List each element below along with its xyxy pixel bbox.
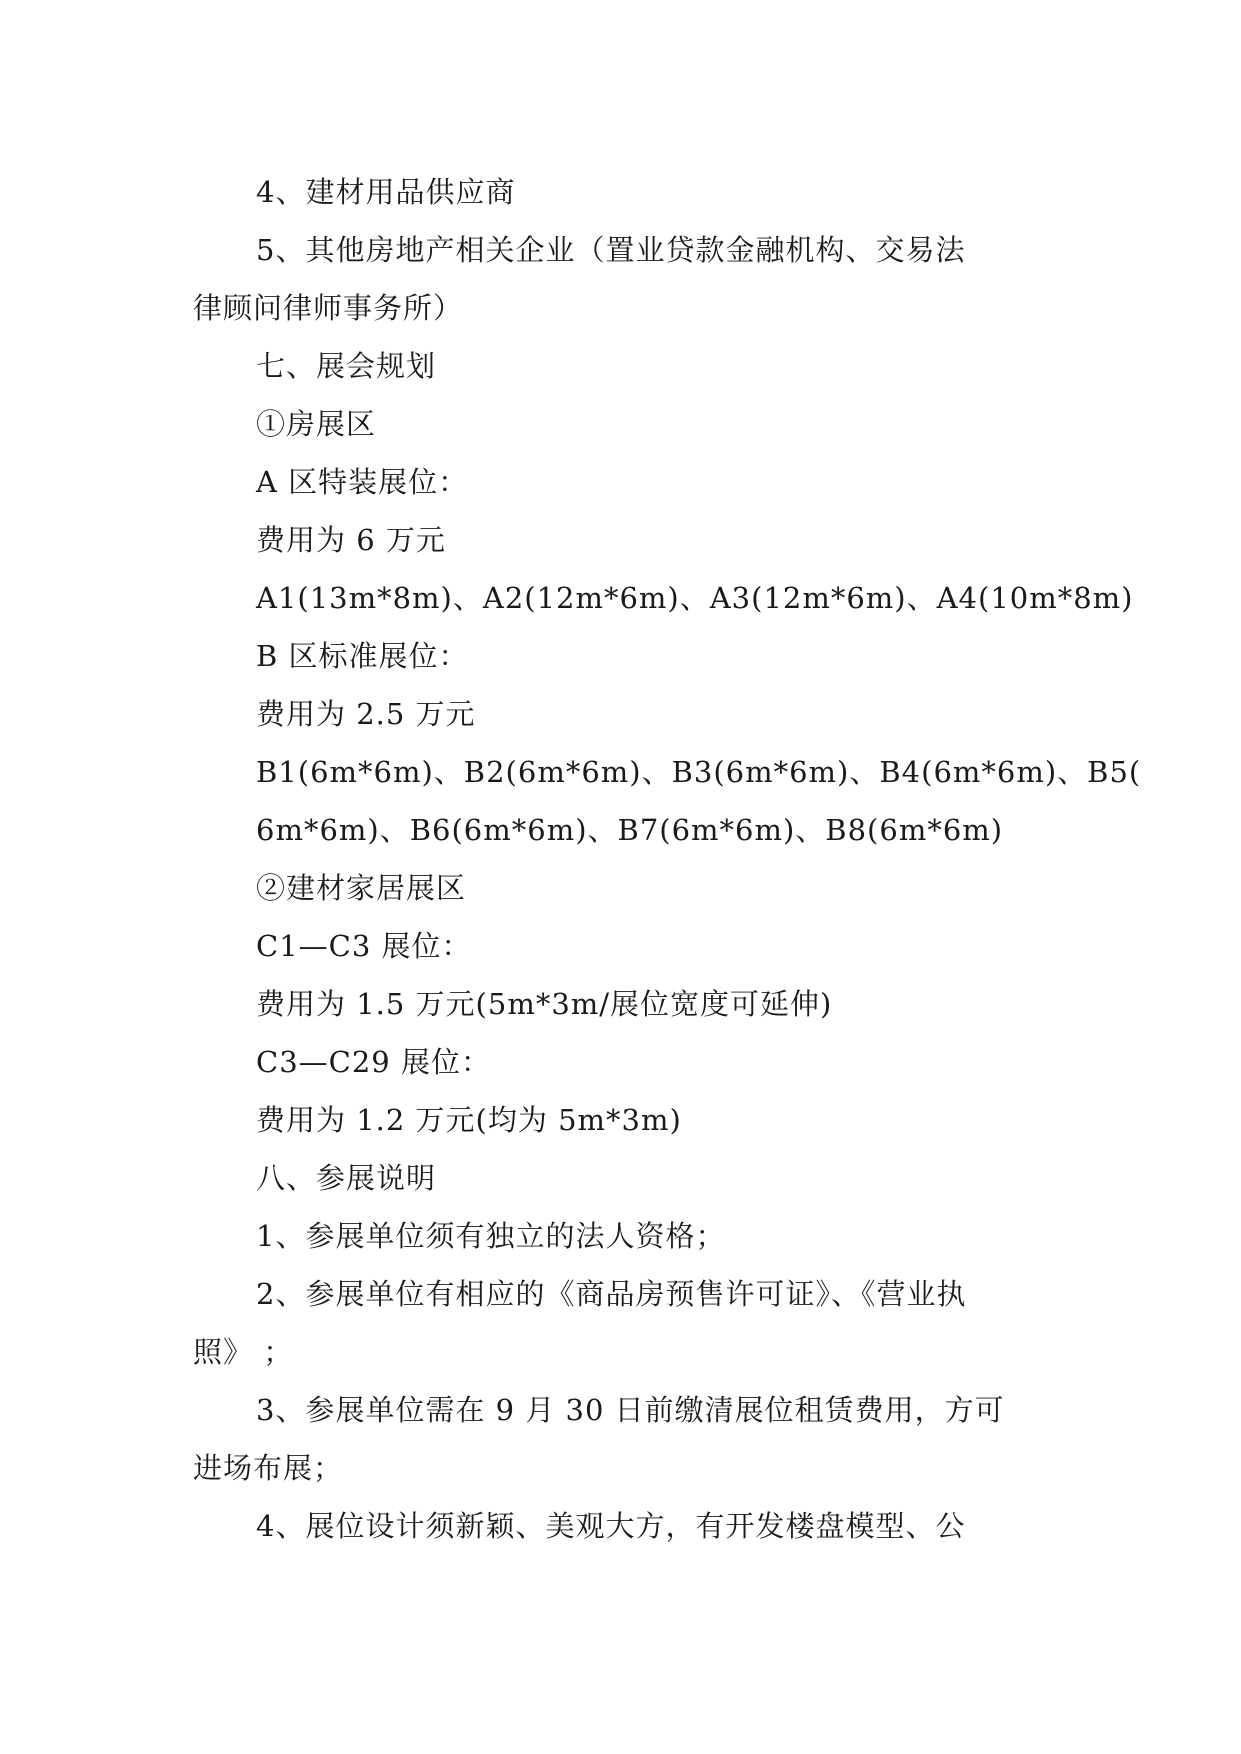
subheading-building-materials-zone: ②建材家居展区 bbox=[256, 871, 467, 905]
zone-b-fee: 费用为 2.5 万元 bbox=[256, 697, 476, 731]
zone-c1-c3-title: C1—C3 展位： bbox=[256, 929, 472, 963]
zone-c3-c29-fee: 费用为 1.2 万元(均为 5m*3m) bbox=[256, 1103, 682, 1137]
zone-a-title: A 区特装展位： bbox=[256, 465, 469, 499]
zone-b-booths: B1(6m*6m)、B2(6m*6m)、B3(6m*6m)、B4(6m*6m)、B5( bbox=[256, 755, 1142, 789]
document-body bbox=[193, 163, 1142, 1555]
rule-1: 1、参展单位须有独立的法人资格； bbox=[256, 1219, 726, 1253]
rule-4: 4、展位设计须新颖、美观大方，有开发楼盘模型、公 bbox=[256, 1509, 966, 1543]
subheading-housing-zone: ①房展区 bbox=[256, 407, 377, 441]
list-item-supplier: 4、建材用品供应商 bbox=[256, 175, 516, 209]
rule-3: 3、参展单位需在 9 月 30 日前缴清展位租赁费用，方可 bbox=[256, 1393, 1005, 1427]
list-item-other-companies: 5、其他房地产相关企业（置业贷款金融机构、交易法 bbox=[256, 233, 966, 267]
rule-2-cont: 照》 ； bbox=[193, 1335, 294, 1369]
rule-2: 2、参展单位有相应的《商品房预售许可证》、《营业执 bbox=[256, 1277, 967, 1311]
zone-c3-c29-title: C3—C29 展位： bbox=[256, 1045, 491, 1079]
zone-a-fee: 费用为 6 万元 bbox=[256, 523, 446, 557]
section-heading-expo-plan: 七、展会规划 bbox=[256, 349, 437, 383]
section-heading-participation: 八、参展说明 bbox=[256, 1161, 437, 1195]
zone-c1-c3-fee: 费用为 1.5 万元(5m*3m/展位宽度可延伸) bbox=[256, 987, 833, 1021]
zone-b-booths-cont: 6m*6m)、B6(6m*6m)、B7(6m*6m)、B8(6m*6m) bbox=[256, 813, 1004, 847]
list-item-other-companies-cont: 律顾问律师事务所） bbox=[193, 291, 464, 325]
zone-b-title: B 区标准展位： bbox=[256, 639, 469, 673]
rule-3-cont: 进场布展； bbox=[193, 1451, 344, 1485]
zone-a-booths: A1(13m*8m)、A2(12m*6m)、A3(12m*6m)、A4(10m*8m) bbox=[256, 581, 1134, 615]
